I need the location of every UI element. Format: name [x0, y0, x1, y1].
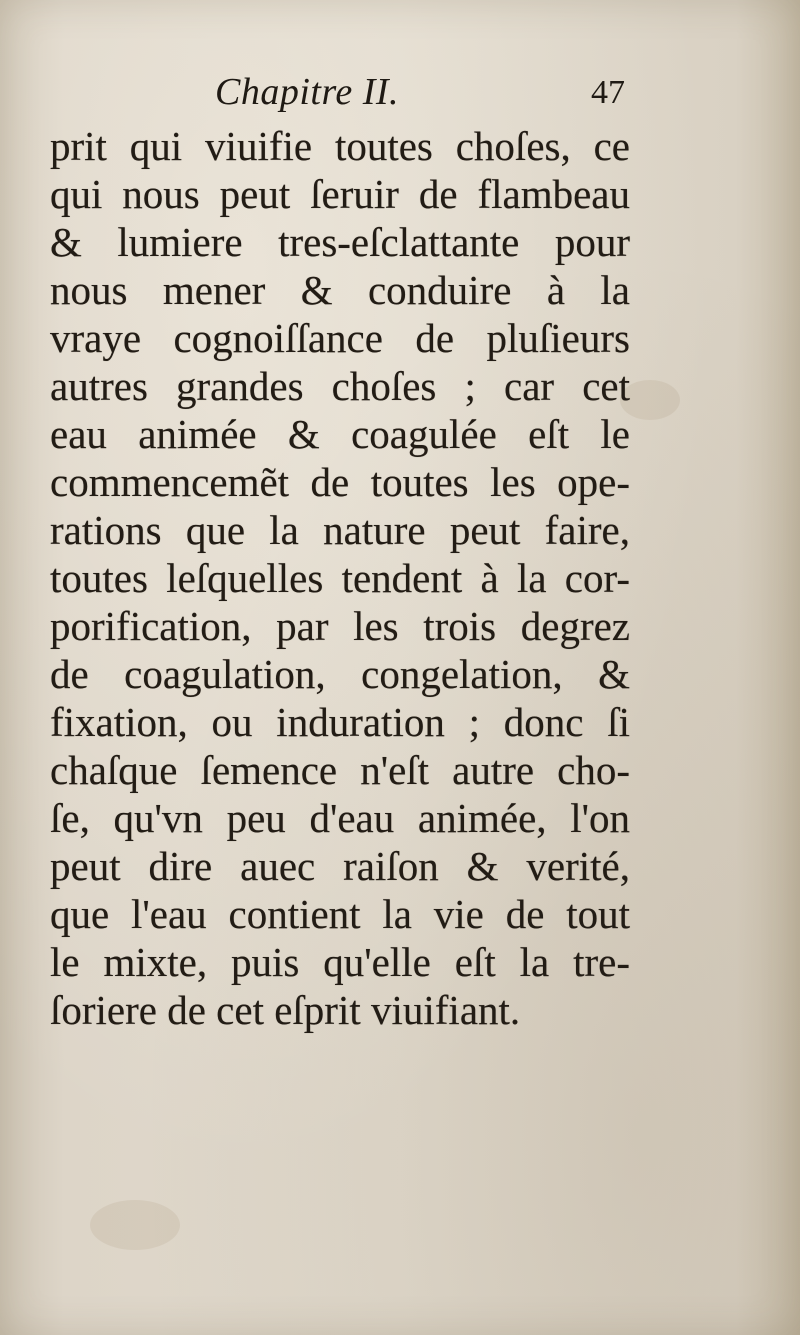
text-line: toutes leſquelles tendent à la cor- — [50, 555, 630, 601]
text-line: le mixte, puis qu'elle eſt la tre- — [50, 939, 630, 985]
text-line: nous mener & conduire à la — [50, 267, 630, 313]
text-line: commencemẽt de toutes les ope- — [50, 459, 630, 505]
text-line: eau animée & coagulée eſt le — [50, 411, 630, 457]
text-line: peut dire auec raiſon & verité, — [50, 843, 630, 889]
page-header — [215, 70, 625, 118]
text-line: que l'eau contient la vie de tout — [50, 891, 630, 937]
text-line: rations que la nature peut faire, — [50, 507, 630, 553]
text-line: de coagulation, congelation, & — [50, 651, 630, 697]
text-line: qui nous peut ſeruir de flambeau — [50, 171, 630, 217]
body-text — [50, 122, 630, 1034]
text-line: autres grandes choſes ; car cet — [50, 363, 630, 409]
foxing-stain — [90, 1200, 180, 1250]
text-line: porification, par les trois degrez — [50, 603, 630, 649]
text-line: vraye cognoiſſance de pluſieurs — [50, 315, 630, 361]
text-line: ſoriere de cet eſprit viuifiant. — [50, 987, 521, 1033]
text-line: prit qui viuifie toutes choſes, ce — [50, 123, 630, 169]
text-line: & lumiere tres-eſclattante pour — [50, 219, 630, 265]
text-line: ſe, qu'vn peu d'eau animée, l'on — [50, 795, 630, 841]
text-line: fixation, ou induration ; donc ſi — [50, 699, 630, 745]
text-line: chaſque ſemence n'eſt autre cho- — [50, 747, 630, 793]
page-number: 47 — [591, 74, 625, 111]
running-head: Chapitre II. — [215, 71, 400, 113]
